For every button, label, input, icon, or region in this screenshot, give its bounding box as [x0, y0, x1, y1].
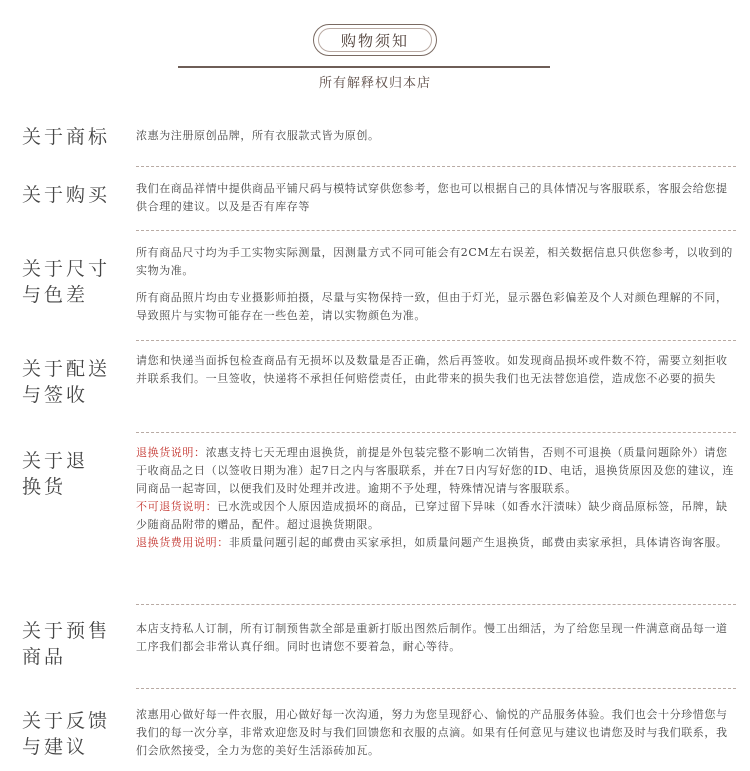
- section-title: [22, 448, 134, 500]
- item-label: 退换货费用说明：: [136, 536, 229, 549]
- item-label: 退换货说明：: [136, 446, 206, 459]
- section-title-line: 关于配送: [22, 358, 111, 380]
- divider: [136, 688, 736, 689]
- section-title-line: 关于退: [22, 450, 89, 472]
- page-header: [0, 0, 750, 100]
- section-body: [136, 444, 736, 552]
- section-title-line: 关于尺寸: [22, 258, 111, 280]
- section-title-line: 与色差: [22, 284, 89, 306]
- section-title-line: 商品: [22, 646, 67, 668]
- section-title: [22, 356, 134, 408]
- section-body: [136, 706, 736, 760]
- section-body: [136, 127, 736, 145]
- section-title-line: 与签收: [22, 384, 89, 406]
- item-text: 非质量问题引起的邮费由买家承担，如质量问题产生退换货，邮费由卖家承担，具体请咨询客服。: [228, 536, 728, 549]
- section-body: [136, 180, 736, 216]
- title-underline: [178, 66, 550, 68]
- divider: [136, 230, 736, 231]
- paragraph: 浓惠为注册原创品牌，所有衣服款式皆为原创。: [136, 129, 380, 142]
- divider: [136, 604, 736, 605]
- section-title-line: 换货: [22, 476, 67, 498]
- returns-item: [136, 444, 736, 498]
- divider: [136, 432, 736, 433]
- section-body: [136, 620, 736, 656]
- returns-item: [136, 498, 736, 534]
- item-text: 浓惠支持七天无理由退换货，前提是外包装完整不影响二次销售，否则不可退换（质量问题除外）请您于收商品之日（以签收日期为准）起7日之内与客服联系，并在7日内写好您的ID、电话，退换货原因及您的建议，连同商品一起寄回，以便我们及时处理并改进。逾期不予处理，特殊情况请与客服联系。: [136, 446, 734, 495]
- section-title-line: 关于预售: [22, 620, 111, 642]
- section-title: [22, 618, 134, 670]
- page-subtitle: 所有解释权归本店: [318, 76, 431, 91]
- paragraph: 本店支持私人订制，所有订制预售款全部是重新打版出图然后制作。慢工出细活，为了给您呈现一件满意商品每一道工序我们都会非常认真仔细。同时也请您不要着急，耐心等待。: [136, 622, 728, 653]
- paragraph: 所有商品照片均由专业摄影师拍摄，尽量与实物保持一致，但由于灯光，显示器色彩偏差及个人对颜色理解的不同，导致照片与实物可能存在一些色差，请以实物颜色为准。: [136, 291, 728, 322]
- divider: [136, 166, 736, 167]
- item-label: 不可退货说明：: [136, 500, 218, 513]
- section-body: [136, 352, 736, 388]
- paragraph: 所有商品尺寸均为手工实物实际测量，因测量方式不同可能会有2CM左右误差，相关数据信息只供您参考，以收到的实物为准。: [136, 246, 733, 277]
- returns-item: [136, 534, 736, 552]
- section-title-line: 关于购买: [22, 184, 111, 206]
- section-title-line: 关于反馈: [22, 710, 111, 732]
- title-badge: [313, 24, 437, 56]
- page-title: 购物须知: [340, 31, 409, 50]
- section-title: [22, 182, 134, 208]
- section-title: [22, 708, 134, 760]
- divider: [136, 340, 736, 341]
- paragraph: 请您和快递当面拆包检查商品有无损坏以及数量是否正确，然后再签收。如发现商品损坏或件数不符，需要立刻拒收并联系我们。一旦签收，快递将不承担任何赔偿责任，由此带来的损失我们也无法替您追偿，造成您不必要的损失: [136, 354, 728, 385]
- paragraph: 浓惠用心做好每一件衣服，用心做好每一次沟通，努力为您呈现舒心、愉悦的产品服务体验。我们也会十分珍惜您与我们的每一次分享，非常欢迎您及时与我们回馈您和衣服的点滴。如果有任何意见与建议也请您及时与我们联系，我们会欣然接受，全力为您的美好生活添砖加瓦。: [136, 708, 728, 757]
- paragraph: 我们在商品祥情中提供商品平铺尺码与模特试穿供您参考，您也可以根据自己的具体情况与客服联系，客服会给您提供合理的建议。以及是否有库存等: [136, 182, 728, 213]
- section-title: [22, 256, 134, 308]
- section-title: [22, 124, 134, 150]
- section-title-line: 关于商标: [22, 126, 111, 148]
- section-title-line: 与建议: [22, 736, 89, 758]
- section-body: [136, 244, 736, 325]
- item-text: 已水洗或因个人原因造成损坏的商品，已穿过留下异味（如香水汗渍味）缺少商品原标签，吊牌，缺少随商品附带的赠品，配件。超过退换货期限。: [136, 500, 728, 531]
